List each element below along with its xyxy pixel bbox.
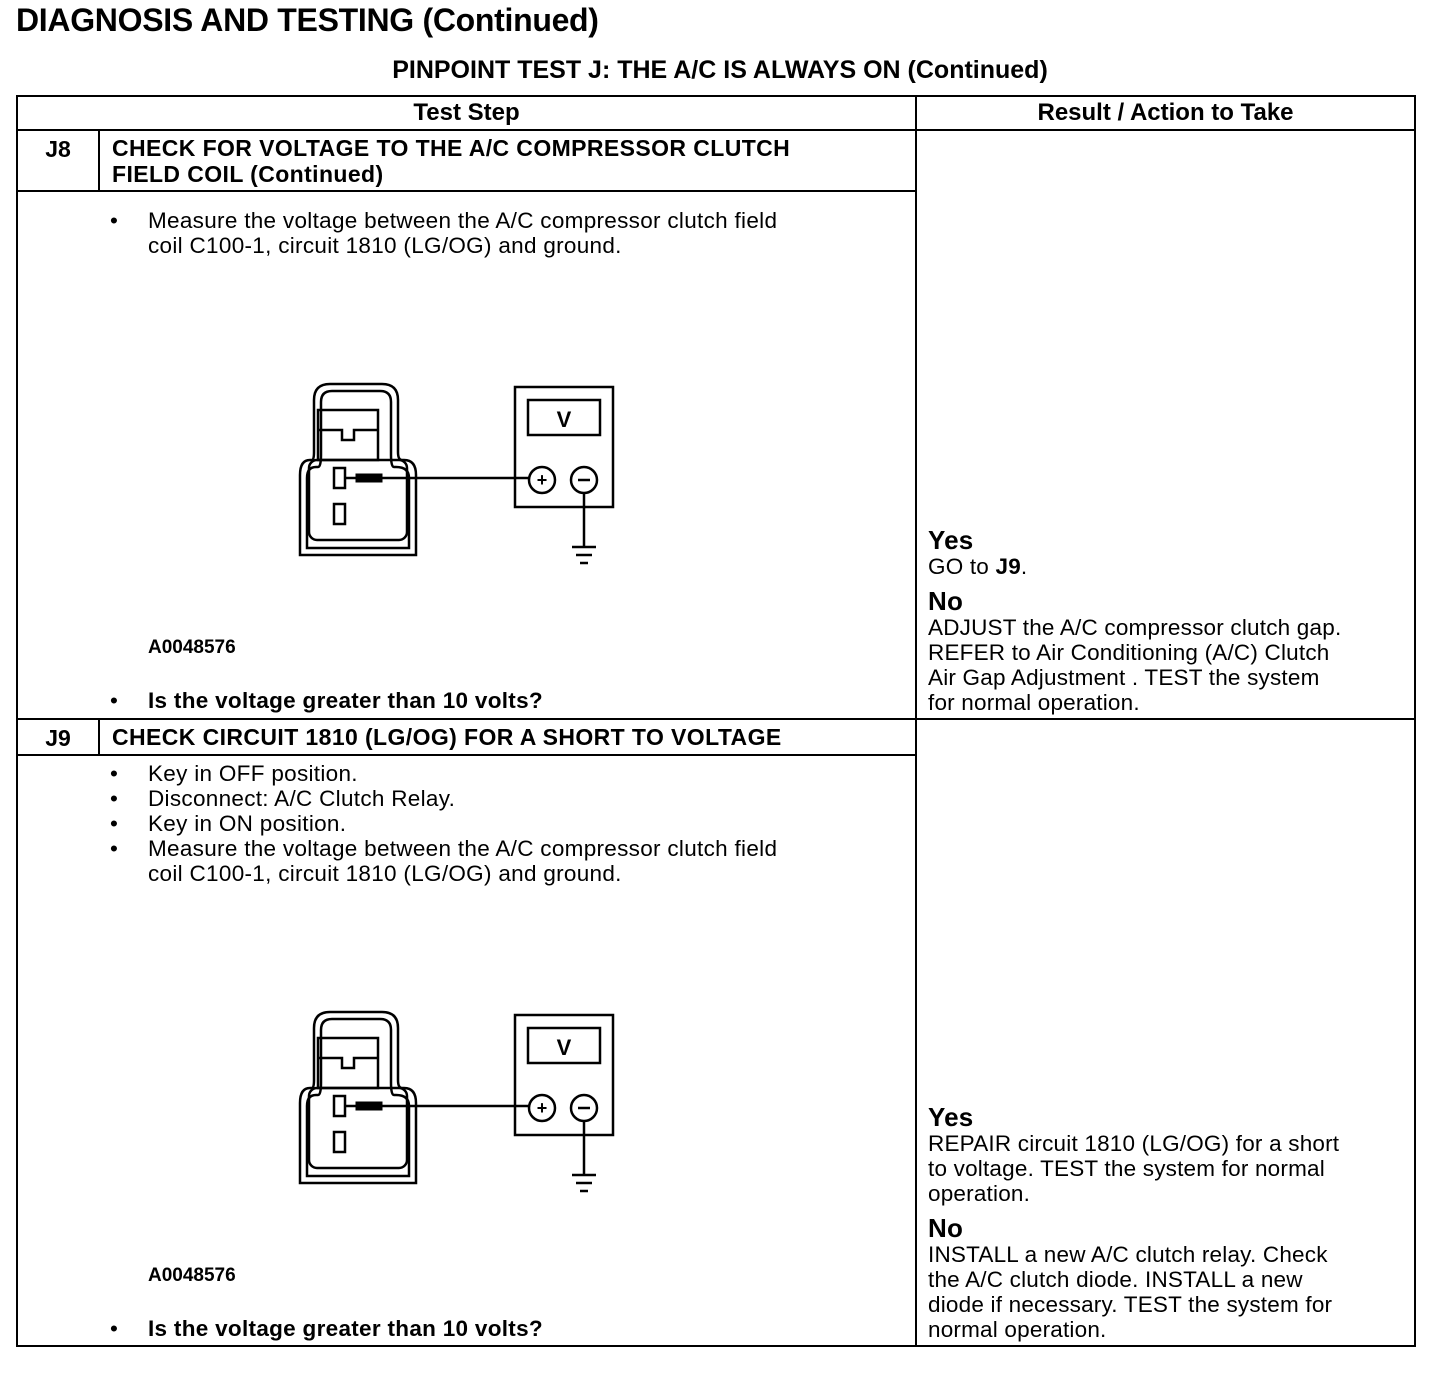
page-title: DIAGNOSIS AND TESTING (Continued) [16,2,599,38]
bullet-dot: • [110,786,119,811]
column-header-result: Result / Action to Take [1037,99,1294,126]
list-item-line: Key in OFF position. [148,761,358,786]
list-item [110,811,777,836]
step-title-rule-j8 [16,190,917,192]
column-header-test-step: Test Step [413,99,520,126]
bullet-dot: • [110,836,119,861]
result-yes-line: to voltage. TEST the system for normal [928,1156,1325,1181]
header-rule [16,129,1416,131]
step-instructions-j8 [110,208,777,258]
list-item-line: Disconnect: A/C Clutch Relay. [148,786,456,811]
result-cell-j8 [928,526,1408,715]
connector-body-inner [307,1019,409,1176]
result-cell-j9 [928,1103,1408,1342]
step-title-j8 [112,135,790,187]
step-title-j8-line1: CHECK FOR VOLTAGE TO THE A/C COMPRESSOR CLUTCH [112,135,791,161]
result-no-line: Air Gap Adjustment . TEST the system [928,665,1320,690]
step-link-j9[interactable]: J9 [995,554,1021,579]
connector-pin-1 [334,468,345,488]
test-probe-tip [356,1102,382,1110]
connector-cavity-block [309,1088,407,1168]
figure-id-j8: A0048576 [148,637,236,658]
step-title-j9: CHECK CIRCUIT 1810 (LG/OG) FOR A SHORT TO VOLTAGE [112,724,782,750]
connector-pin-2 [334,504,345,524]
bullet-dot: • [110,811,119,836]
test-probe-tip [356,474,382,482]
bullet-dot: • [110,761,119,786]
result-yes-text [928,554,1408,579]
connector-cavity-block [309,460,407,540]
step-id-j9: J9 [45,725,71,751]
voltmeter-diagram-j8 [270,380,630,580]
list-item [110,761,777,786]
list-item-line: Measure the voltage between the A/C compressor clutch field [148,208,778,233]
result-yes-prefix: GO to [928,554,996,579]
voltmeter-display-label: V [556,1035,572,1060]
result-no-line: ADJUST the A/C compressor clutch gap. [928,615,1342,640]
result-no-line: for normal operation. [928,690,1140,715]
result-yes-line: REPAIR circuit 1810 (LG/OG) for a short [928,1131,1340,1156]
result-no-label: No [928,586,964,616]
result-yes-suffix: . [1020,554,1028,579]
bullet-dot: • [110,688,119,713]
list-item-line: Key in ON position. [148,811,347,836]
result-no-line: diode if necessary. TEST the system for [928,1292,1333,1317]
figure-id-j9: A0048576 [148,1265,236,1286]
connector-latch [318,1038,378,1088]
connector-latch-notch [318,1058,378,1068]
list-item-line: coil C100-1, circuit 1810 (LG/OG) and ground. [148,861,622,886]
result-no-label: No [928,1213,964,1243]
connector-pin-1 [334,1096,345,1116]
step-instructions-j9 [110,761,777,886]
list-item [110,786,777,811]
result-yes-line: operation. [928,1181,1031,1206]
voltmeter-display-label: V [556,407,572,432]
list-item-line: coil C100-1, circuit 1810 (LG/OG) and ground. [148,233,622,258]
result-no-line: REFER to Air Conditioning (A/C) Clutch [928,640,1330,665]
list-item-line: Measure the voltage between the A/C compressor clutch field [148,836,778,861]
step-title-j8-line2: FIELD COIL (Continued) [112,161,384,187]
list-item [110,208,777,258]
bullet-dot: • [110,208,119,233]
result-yes-label: Yes [928,1102,974,1132]
question-text: Is the voltage greater than 10 volts? [148,1316,543,1341]
connector-pin-2 [334,1132,345,1152]
result-no-line: INSTALL a new A/C clutch relay. Check [928,1242,1328,1267]
column-divider [915,95,917,1347]
positive-sign: + [536,470,548,490]
step-question-j8 [110,688,543,714]
voltmeter-body [515,1015,613,1135]
voltmeter-body [515,387,613,507]
pinpoint-test-title: PINPOINT TEST J: THE A/C IS ALWAYS ON (Continued) [392,56,1048,84]
voltmeter-diagram-j9 [270,1008,630,1208]
step-id-j8: J8 [45,136,71,162]
connector-latch [318,410,378,460]
row-rule-j9 [16,718,1416,720]
step-question-j9 [110,1316,543,1342]
positive-sign: + [536,1098,548,1118]
question-text: Is the voltage greater than 10 volts? [148,688,543,713]
list-item [110,836,777,886]
bullet-dot: • [110,1316,119,1341]
connector-body-inner [307,391,409,548]
result-no-line: normal operation. [928,1317,1107,1342]
result-no-line: the A/C clutch diode. INSTALL a new [928,1267,1303,1292]
result-yes-label: Yes [928,525,974,555]
connector-latch-notch [318,430,378,440]
step-title-rule-j9 [16,754,917,756]
